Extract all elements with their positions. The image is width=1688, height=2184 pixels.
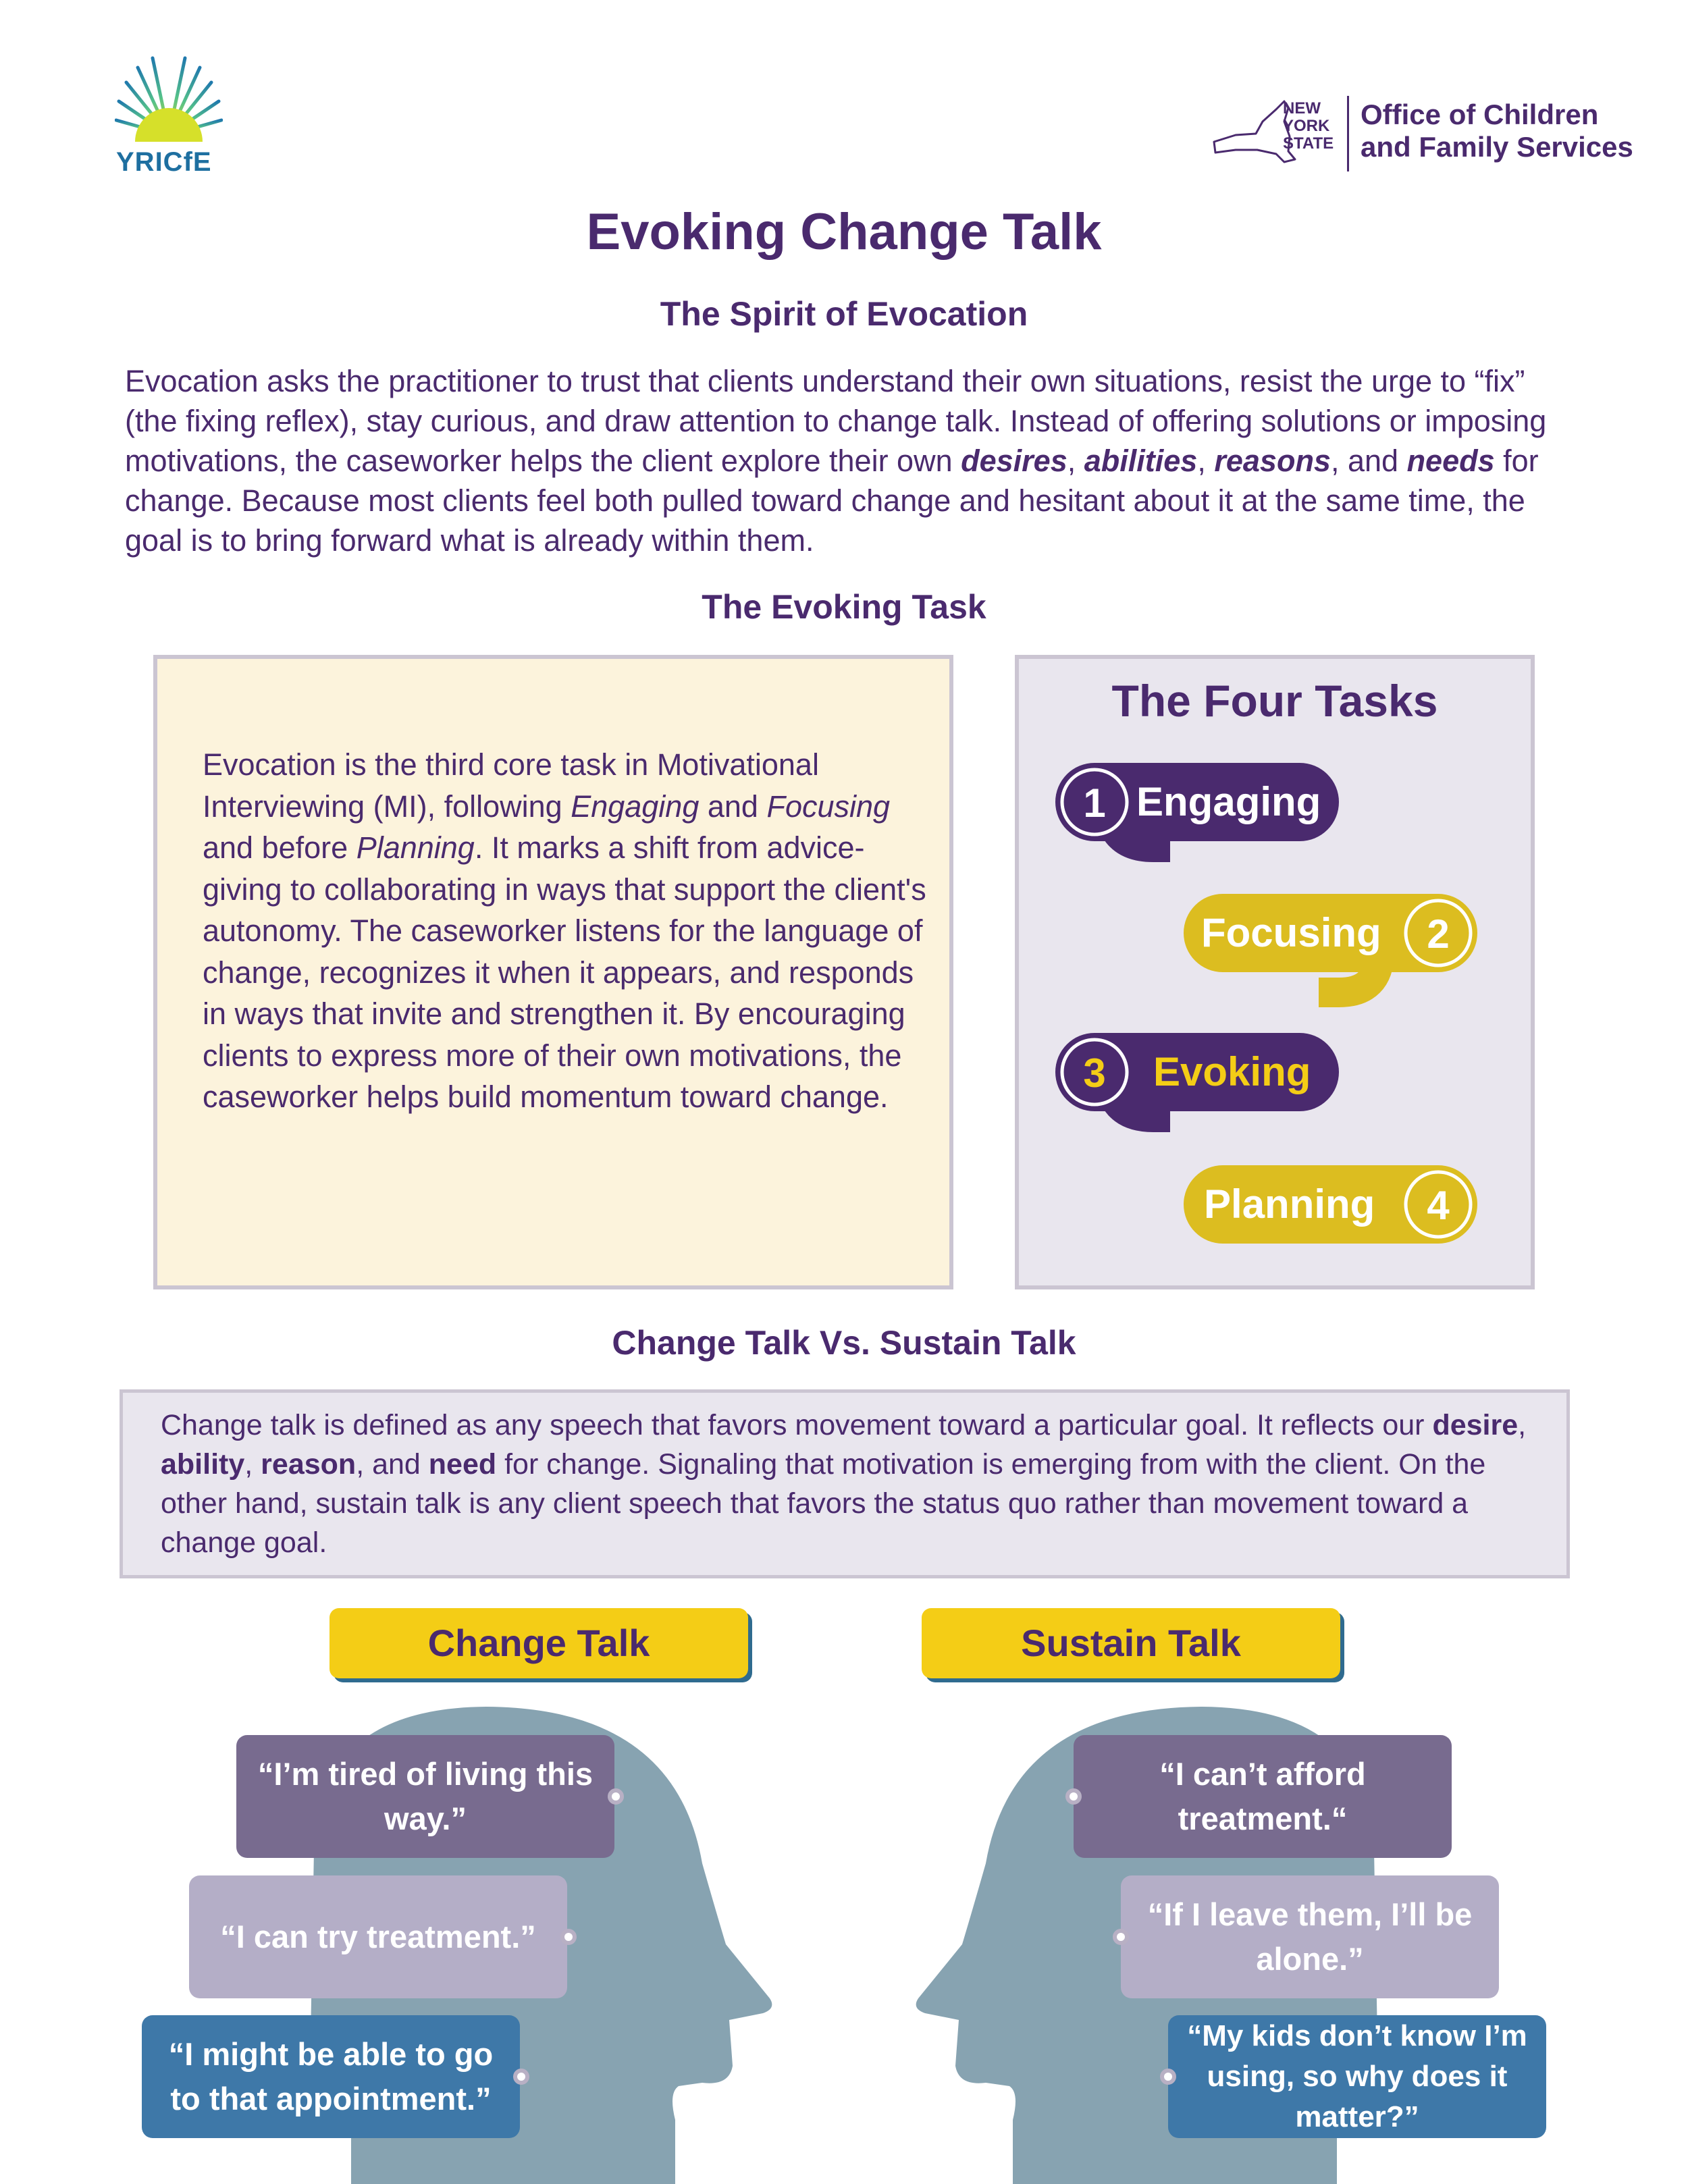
sustain-quote-2: “If I leave them, I’ll be alone.”	[1121, 1875, 1499, 1998]
spirit-text-2: for change. Because most clients feel both pulled toward change and hesitant about it at the same time, the goal is to bring forward what is already within them.	[125, 444, 1539, 558]
logo-divider	[1347, 96, 1349, 171]
evoking-text-2: . It marks a shift from advice-giving to collaborating in ways that support the client's autonomy. The caseworker listens for the language of change, recognizes it when it appears, and responds in ways that invite and strengthen it. By encouraging clients to express more of their own motivations, the caseworker helps build momentum toward change.	[203, 830, 926, 1114]
ocfs-line-1: Office of Children	[1361, 99, 1599, 130]
task-engaging	[1055, 763, 1339, 841]
spirit-heading: The Spirit of Evocation	[660, 295, 1028, 333]
spirit-emph-reasons: reasons	[1214, 444, 1331, 478]
sustain-quote-2-dot	[1113, 1929, 1129, 1945]
task-focusing	[1184, 894, 1477, 972]
cvs-text-1: Change talk is defined as any speech that favors movement toward a particular goal. It reflects our	[161, 1409, 1433, 1441]
change-quote-2-dot	[560, 1929, 577, 1945]
task-number-1: 1	[1083, 780, 1106, 826]
page-title: Evoking Change Talk	[586, 203, 1102, 261]
change-vs-sustain-paragraph	[161, 1406, 1552, 1562]
cvs-emph-desire: desire	[1432, 1409, 1519, 1441]
yricfe-logo-text: YRICfE	[116, 147, 212, 177]
spirit-paragraph	[125, 361, 1577, 560]
task-evoking	[1055, 1033, 1339, 1111]
four-tasks-diagram	[1015, 655, 1535, 1289]
nys-line-1: NEW	[1283, 99, 1321, 117]
change-quote-2: “I can try treatment.”	[189, 1875, 567, 1998]
evoking-emph-engaging: Engaging	[571, 789, 700, 824]
spirit-sep-1: ,	[1067, 444, 1084, 478]
sustain-quote-1-dot	[1065, 1788, 1082, 1805]
change-quote-3-dot	[513, 2069, 529, 2085]
new-york-state-wordmark	[1283, 100, 1334, 153]
cvs-emph-reason: reason	[261, 1448, 357, 1481]
change-vs-sustain-heading: Change Talk Vs. Sustain Talk	[612, 1324, 1076, 1362]
spirit-text-1: Evocation asks the practitioner to trust that clients understand their own situations, resist the urge to “fix” (the fixing reflex), stay curious, and draw attention to change talk. Instead of offering solutions or imposing motivations, the caseworker helps the client explore their own	[125, 364, 1547, 478]
task-planning	[1184, 1165, 1477, 1244]
sustain-quote-1: “I can’t afford treatment.“	[1074, 1735, 1452, 1858]
task-number-3: 3	[1083, 1050, 1106, 1096]
task-number-2: 2	[1427, 911, 1450, 957]
change-quote-3: “I might be able to go to that appointment.”	[142, 2015, 520, 2138]
evoking-sep-2: and before	[203, 830, 357, 865]
change-quote-1-dot	[608, 1788, 624, 1805]
cvs-emph-ability: ability	[161, 1448, 245, 1481]
evoking-paragraph	[203, 744, 932, 1118]
cvs-sep-3: , and	[356, 1448, 429, 1481]
task-label-engaging: Engaging	[1136, 779, 1321, 824]
ocfs-wordmark	[1361, 99, 1633, 163]
sustain-quote-3: “My kids don’t know I’m using, so why does it matter?”	[1168, 2015, 1546, 2138]
nys-line-2: YORK	[1283, 117, 1330, 135]
change-talk-label: Change Talk	[329, 1608, 748, 1678]
evoking-text-1: Evocation is the third core task in Motivational Interviewing (MI), following	[203, 747, 819, 824]
cvs-sep-2: ,	[244, 1448, 261, 1481]
task-label-evoking: Evoking	[1153, 1049, 1311, 1094]
evoking-heading: The Evoking Task	[702, 588, 986, 626]
task-number-4: 4	[1427, 1183, 1450, 1228]
cvs-sep-1: ,	[1518, 1409, 1527, 1441]
spirit-emph-abilities: abilities	[1084, 444, 1198, 478]
evoking-emph-focusing: Focusing	[766, 789, 891, 824]
sustain-talk-label: Sustain Talk	[922, 1608, 1340, 1678]
four-tasks-title: The Four Tasks	[1111, 676, 1438, 726]
spirit-emph-desires: desires	[961, 444, 1067, 478]
cvs-text-2: for change. Signaling that motivation is emerging from with the client. On the other hand, sustain talk is any client speech that favors the status quo rather than movement toward a change goal.	[161, 1448, 1486, 1559]
sustain-quote-3-dot	[1160, 2069, 1176, 2085]
task-label-planning: Planning	[1204, 1181, 1375, 1227]
spirit-emph-needs: needs	[1406, 444, 1495, 478]
ocfs-line-2: and Family Services	[1361, 131, 1633, 163]
task-label-focusing: Focusing	[1201, 910, 1381, 955]
spirit-sep-3: , and	[1330, 444, 1407, 478]
nys-line-3: STATE	[1283, 134, 1334, 153]
evoking-emph-planning: Planning	[356, 830, 475, 865]
change-quote-1: “I’m tired of living this way.”	[236, 1735, 614, 1858]
evoking-sep-1: and	[699, 789, 767, 824]
cvs-emph-need: need	[428, 1448, 497, 1481]
spirit-sep-2: ,	[1197, 444, 1215, 478]
